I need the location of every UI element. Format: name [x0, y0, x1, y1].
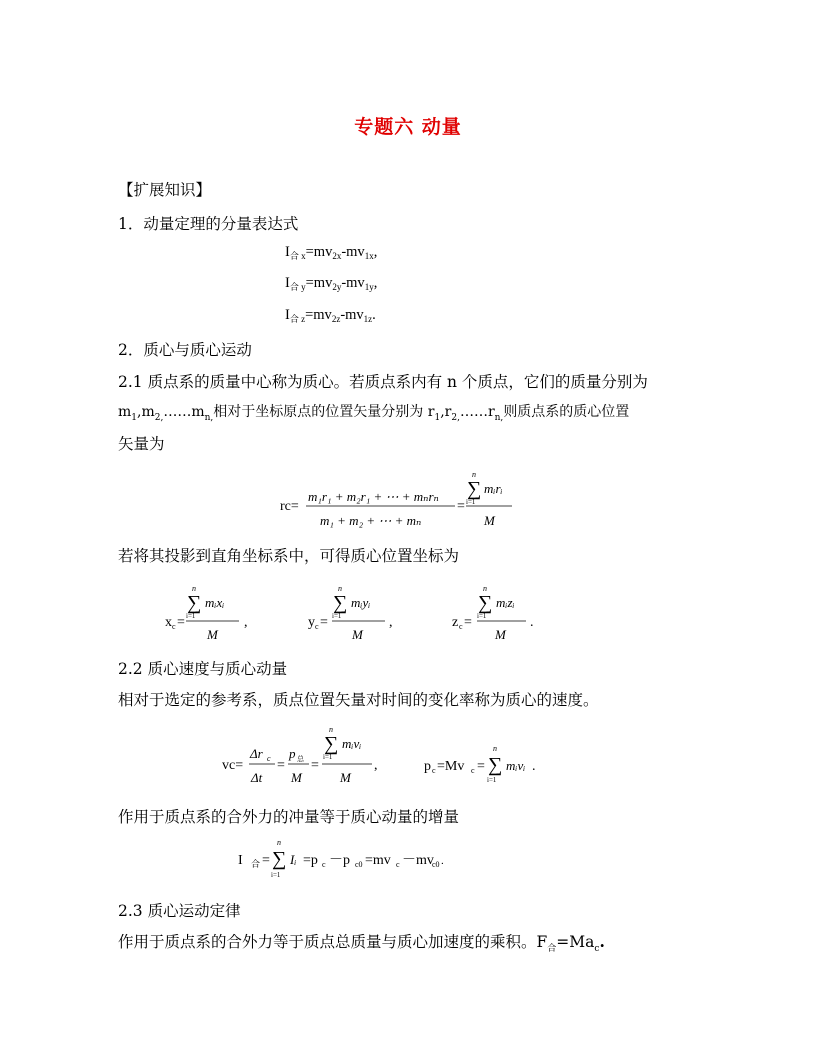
- svg-text:合: 合: [251, 859, 261, 869]
- section-header: 【扩展知识】: [118, 181, 212, 199]
- svg-text:mᵢzᵢ: mᵢzᵢ: [496, 595, 515, 610]
- svg-text:i=1: i=1: [477, 612, 487, 620]
- svg-text:x: x: [165, 615, 172, 630]
- paragraph-2-3: 作用于质点系的合外力等于质点总质量与质心加速度的乘积。$F_合=Ma_c$.: [118, 932, 605, 955]
- paragraph-2-2: 相对于选定的参考系，质点位置矢量对时间的变化率称为质心的速度。: [118, 691, 599, 709]
- svg-text:=Mv: =Mv: [437, 759, 465, 774]
- svg-text:n: n: [483, 584, 487, 593]
- heading-momentum-theorem: 1．动量定理的分量表达式: [118, 215, 299, 233]
- svg-text:y: y: [308, 615, 315, 630]
- svg-text:=: =: [320, 615, 328, 630]
- svg-text:=: =: [464, 615, 472, 630]
- svg-text:i=1: i=1: [323, 753, 333, 761]
- svg-text:mᵢrᵢ: mᵢrᵢ: [484, 481, 503, 496]
- equation-x-component: $I_{合 x}=mv_{2x}-mv_{1x}$,: [285, 244, 378, 261]
- svg-text:c: c: [459, 622, 463, 631]
- svg-text:i=1: i=1: [186, 612, 196, 620]
- svg-text:i=1: i=1: [332, 612, 342, 620]
- formula-center-of-mass-position: [280, 465, 530, 535]
- svg-text:n: n: [192, 584, 196, 593]
- svg-text:.: .: [441, 855, 444, 867]
- formula-xc: [165, 583, 265, 643]
- svg-text:=: =: [457, 499, 465, 514]
- svg-text:c: c: [322, 860, 326, 869]
- svg-text:.: .: [532, 759, 536, 774]
- heading-2-2: 2.2 质心速度与质心动量: [118, 660, 288, 678]
- svg-text:总: 总: [297, 755, 304, 763]
- svg-text:p: p: [289, 746, 296, 761]
- svg-text:M: M: [495, 627, 506, 642]
- svg-text:=: =: [477, 759, 485, 774]
- svg-text:m₁ + m₂ + ⋯ + mₙ: m₁ + m₂ + ⋯ + mₙ: [320, 513, 422, 528]
- svg-text:n: n: [277, 838, 281, 847]
- svg-text:i=1: i=1: [487, 776, 497, 784]
- paragraph-2-1-line1: 2.1 质点系的质量中心称为质心。若质点系内有 n 个质点，它们的质量分别为: [118, 373, 648, 391]
- formula-impulse: [238, 838, 448, 888]
- svg-text:c: c: [396, 860, 400, 869]
- svg-text:n: n: [329, 725, 333, 734]
- svg-text:∑: ∑: [272, 848, 287, 870]
- svg-text:rc=: rc=: [280, 499, 299, 514]
- svg-text:M: M: [340, 770, 351, 785]
- svg-text:=: =: [311, 758, 319, 773]
- svg-text:mᵢyᵢ: mᵢyᵢ: [351, 595, 371, 610]
- svg-text:z: z: [452, 615, 459, 630]
- svg-text:∑: ∑: [478, 592, 493, 614]
- heading-2-3: 2.3 质心运动定律: [118, 902, 241, 920]
- svg-text:∑: ∑: [333, 592, 348, 614]
- svg-text:p: p: [424, 759, 431, 774]
- svg-text:,: ,: [244, 615, 248, 630]
- svg-text:M: M: [484, 513, 495, 528]
- svg-text:n: n: [493, 744, 497, 753]
- equation-z-component: $I_{合 z}=mv_{2z}-mv_{1z}$.: [285, 307, 376, 324]
- svg-text:Iᵢ: Iᵢ: [290, 852, 297, 867]
- svg-text:M: M: [207, 627, 218, 642]
- svg-text:mᵢxᵢ: mᵢxᵢ: [205, 595, 225, 610]
- svg-text:n: n: [338, 584, 342, 593]
- svg-text:I: I: [238, 853, 243, 868]
- svg-text:=: =: [277, 758, 285, 773]
- svg-text:M: M: [291, 770, 302, 785]
- svg-text:c: c: [315, 622, 319, 631]
- svg-text:－p: －p: [329, 853, 350, 868]
- paragraph-2-1-line3: 矢量为: [118, 435, 165, 453]
- svg-text:c: c: [267, 754, 271, 763]
- paragraph-2-1-line2: $m_1,m_{2,}\dots\dots m_{n,}$相对于坐标原点的位置矢量分别为 $r_1,r_{2,}\dots\dots r_{n,}$则质点系的质心位置: [118, 404, 630, 423]
- svg-text:.: .: [530, 615, 534, 630]
- svg-text:n: n: [472, 470, 476, 479]
- page-title: 专题六 动量: [354, 116, 462, 138]
- svg-text:=: =: [262, 853, 270, 868]
- svg-text:∑: ∑: [467, 478, 482, 500]
- impulse-text: 作用于质点系的合外力的冲量等于质心动量的增量: [118, 808, 460, 826]
- svg-text:∑: ∑: [187, 592, 202, 614]
- svg-text:c: c: [471, 766, 475, 775]
- svg-text:mᵢvᵢ: mᵢvᵢ: [342, 736, 362, 751]
- svg-text:i=1: i=1: [466, 498, 476, 506]
- svg-text:∑: ∑: [324, 733, 339, 755]
- svg-text:=p: =p: [303, 853, 318, 868]
- projection-text: 若将其投影到直角坐标系中，可得质心位置坐标为: [118, 547, 460, 565]
- svg-text:vc=: vc=: [222, 758, 244, 773]
- formula-zc: [452, 583, 552, 643]
- formula-center-of-mass-momentum: [424, 742, 544, 792]
- svg-text:M: M: [352, 627, 363, 642]
- svg-text:c0: c0: [355, 860, 363, 869]
- svg-text:i=1: i=1: [271, 871, 281, 879]
- svg-text:c: c: [432, 766, 436, 775]
- svg-text:,: ,: [374, 758, 378, 773]
- svg-text:－mv: －mv: [402, 853, 434, 868]
- svg-text:c: c: [172, 622, 176, 631]
- formula-center-of-mass-velocity: [222, 722, 392, 788]
- svg-text:∑: ∑: [488, 754, 503, 776]
- svg-text:Δr: Δr: [250, 746, 263, 761]
- svg-text:mᵢvᵢ: mᵢvᵢ: [506, 758, 526, 773]
- svg-text:m₁r₁ + m₂r₁ + ⋯ + mₙrₙ: m₁r₁ + m₂r₁ + ⋯ + mₙrₙ: [308, 489, 439, 504]
- formula-yc: [308, 583, 408, 643]
- svg-text:,: ,: [389, 615, 393, 630]
- svg-text:Δt: Δt: [251, 770, 263, 785]
- equation-y-component: $I_{合 y}=mv_{2y}-mv_{1y}$,: [285, 275, 378, 292]
- svg-text:=: =: [177, 615, 185, 630]
- svg-text:=mv: =mv: [365, 853, 391, 868]
- svg-text:c0: c0: [432, 860, 440, 869]
- heading-center-of-mass: 2．质心与质心运动: [118, 341, 252, 359]
